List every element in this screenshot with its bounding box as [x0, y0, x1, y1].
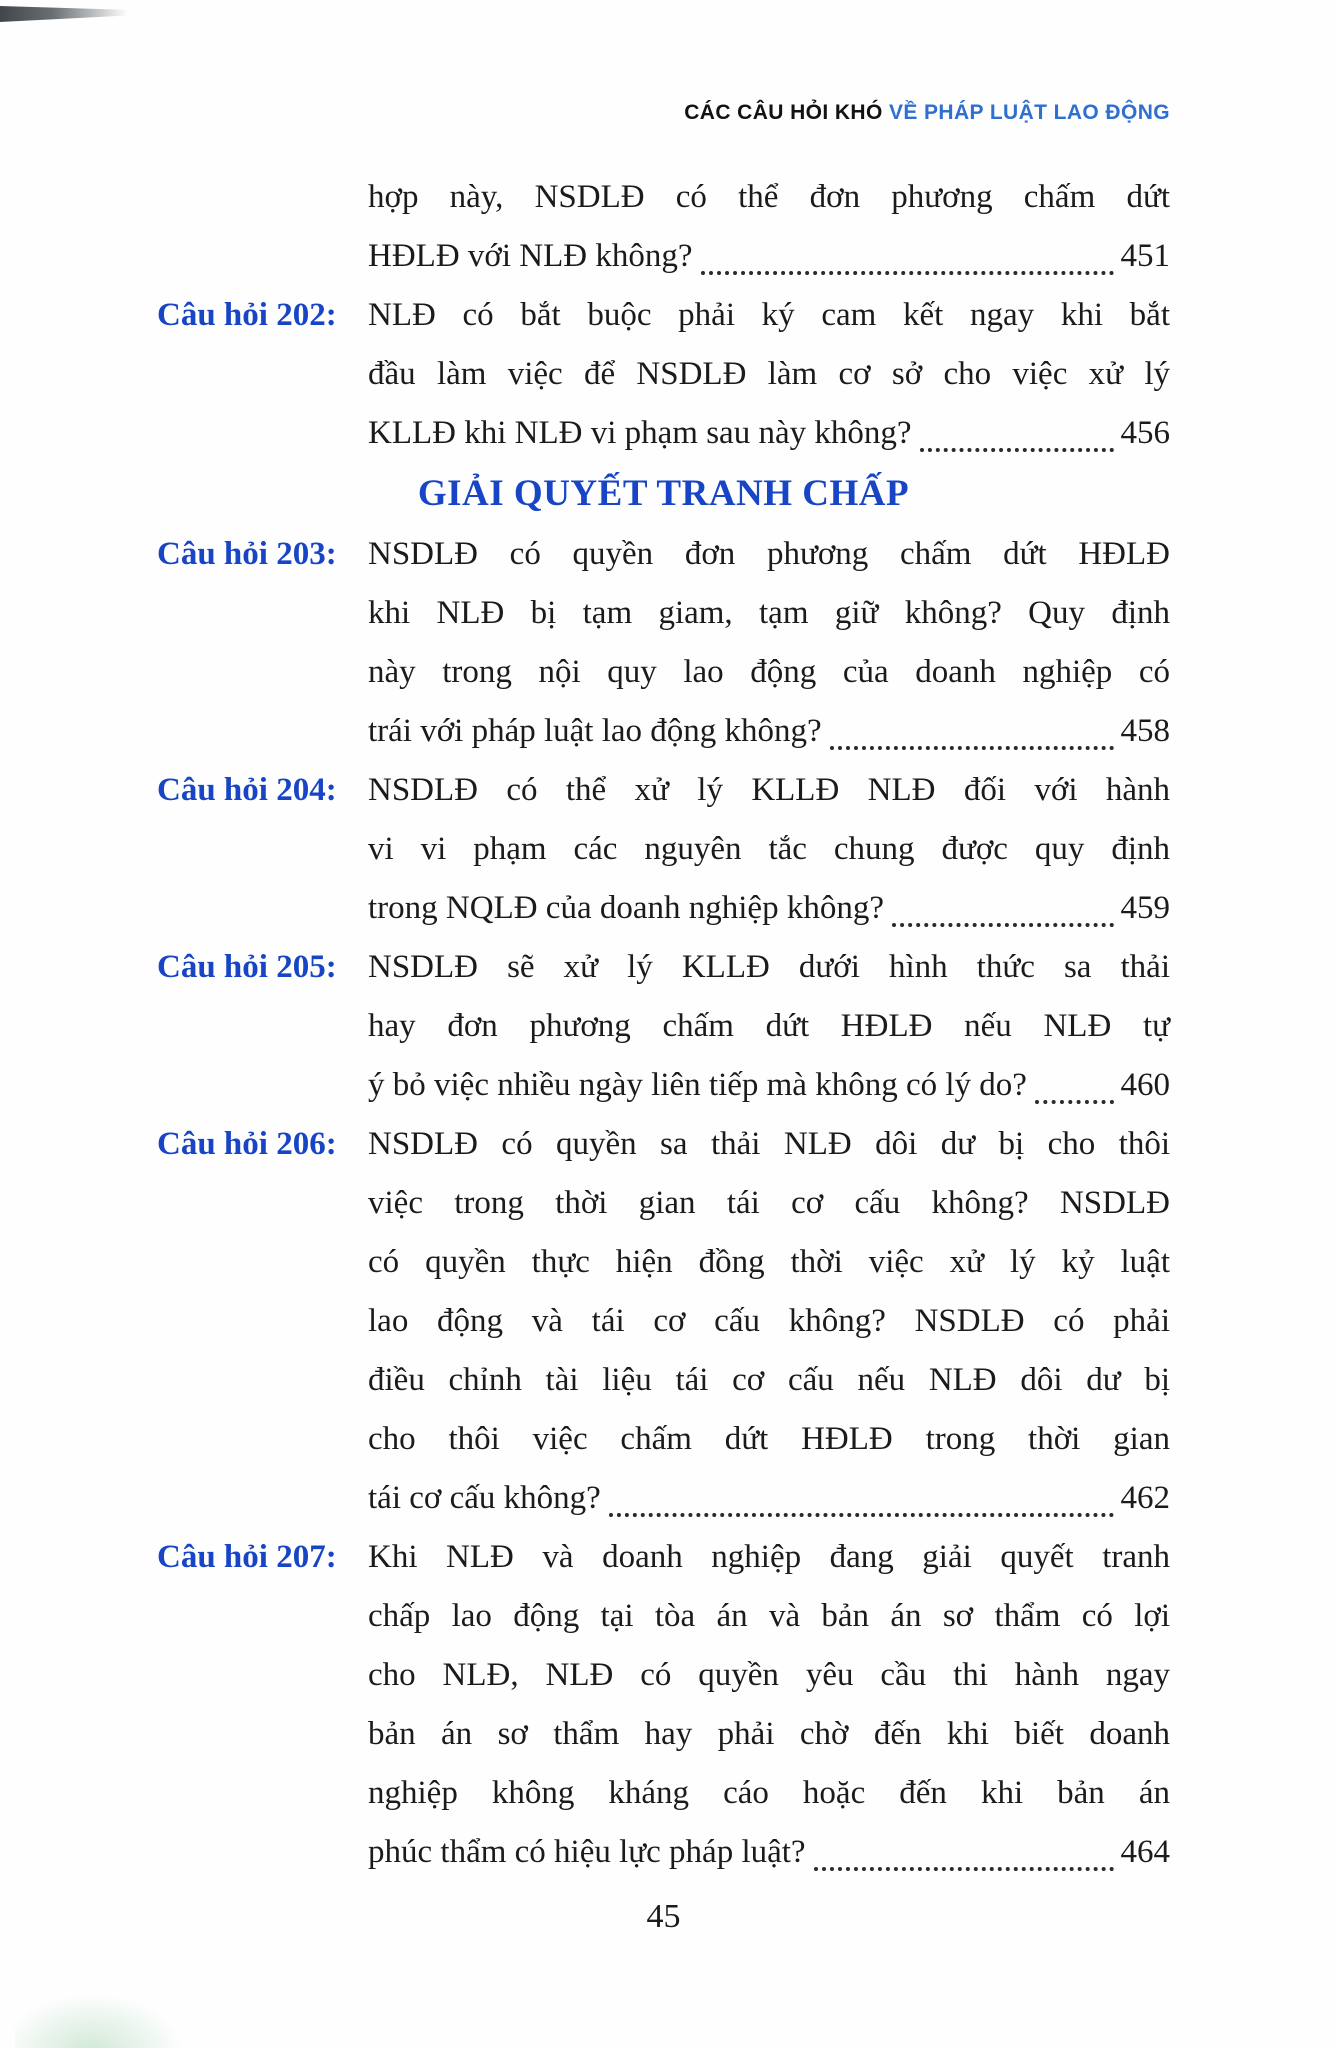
dot-leader: [814, 1867, 1114, 1871]
toc-entry: [157, 1115, 1170, 1528]
dot-leader: [609, 1513, 1114, 1517]
toc-line: hay đơn phương chấm dứt HĐLĐ nếu NLĐ tự: [368, 1008, 1170, 1044]
toc-line: hợp này, NSDLĐ có thể đơn phương chấm dứt: [368, 179, 1170, 215]
toc-line: trong NQLĐ của doanh nghiệp không?: [368, 890, 884, 926]
page-number: 45: [646, 1898, 681, 1935]
toc-line: HĐLĐ với NLĐ không?: [368, 238, 693, 274]
toc-entry-text: [368, 286, 1170, 463]
toc-line: NSDLĐ có thể xử lý KLLĐ NLĐ đối với hành: [368, 772, 1170, 808]
toc-entry-label: Câu hỏi 207:: [157, 1539, 337, 1575]
toc-line-with-leader: [368, 879, 1170, 938]
dot-leader: [830, 746, 1114, 750]
toc-line: nghiệp không kháng cáo hoặc đến khi bản án: [368, 1775, 1170, 1811]
toc-line-with-leader: [368, 1469, 1170, 1528]
toc-line: đầu làm việc để NSDLĐ làm cơ sở cho việc xử lý: [368, 356, 1170, 392]
toc-entry: [157, 286, 1170, 463]
page-ref: 464: [1120, 1834, 1170, 1870]
toc-entry-label: Câu hỏi 202:: [157, 297, 337, 333]
toc-line-with-leader: [368, 227, 1170, 286]
toc-line: NSDLĐ sẽ xử lý KLLĐ dưới hình thức sa thải: [368, 949, 1170, 985]
toc-line: NSDLĐ có quyền sa thải NLĐ dôi dư bị cho thôi: [368, 1126, 1170, 1162]
toc-entry-text: [368, 761, 1170, 938]
toc-line-with-leader: [368, 404, 1170, 463]
scan-smudge-bottom-left: [15, 1993, 185, 2048]
page-ref: 451: [1120, 238, 1170, 274]
toc-line: ý bỏ việc nhiều ngày liên tiếp mà không có lý do?: [368, 1067, 1027, 1103]
toc-entry-text: [368, 525, 1170, 761]
page-ref: 458: [1120, 713, 1170, 749]
toc-line: việc trong thời gian tái cơ cấu không? NSDLĐ: [368, 1185, 1170, 1221]
toc-entry-label: Câu hỏi 205:: [157, 949, 337, 985]
section-heading: GIẢI QUYẾT TRANH CHẤP: [417, 473, 910, 514]
toc-entry-label: Câu hỏi 204:: [157, 772, 337, 808]
toc-line: tái cơ cấu không?: [368, 1480, 601, 1516]
toc-line: vi vi phạm các nguyên tắc chung được quy định: [368, 831, 1170, 867]
dot-leader: [920, 448, 1114, 452]
toc-line: này trong nội quy lao động của doanh nghiệp có: [368, 654, 1170, 690]
running-header: [684, 101, 1170, 125]
toc-line-with-leader: [368, 1823, 1170, 1882]
dot-leader: [892, 923, 1114, 927]
page-ref: 459: [1120, 890, 1170, 926]
toc-line: điều chỉnh tài liệu tái cơ cấu nếu NLĐ dôi dư bị: [368, 1362, 1170, 1398]
toc-line: chấp lao động tại tòa án và bản án sơ thẩm có lợi: [368, 1598, 1170, 1634]
toc-line: NSDLĐ có quyền đơn phương chấm dứt HĐLĐ: [368, 536, 1170, 572]
toc-line: phúc thẩm có hiệu lực pháp luật?: [368, 1834, 806, 1870]
toc-line: bản án sơ thẩm hay phải chờ đến khi biết doanh: [368, 1716, 1170, 1752]
toc-entry: [157, 168, 1170, 286]
toc-line: cho NLĐ, NLĐ có quyền yêu cầu thi hành ngay: [368, 1657, 1170, 1693]
toc-line: có quyền thực hiện đồng thời việc xử lý kỷ luật: [368, 1244, 1170, 1280]
toc-line: cho thôi việc chấm dứt HĐLĐ trong thời gian: [368, 1421, 1170, 1457]
dot-leader: [701, 271, 1114, 275]
toc-line: Khi NLĐ và doanh nghiệp đang giải quyết tranh: [368, 1539, 1170, 1575]
toc-line: khi NLĐ bị tạm giam, tạm giữ không? Quy định: [368, 595, 1170, 631]
page-ref: 460: [1120, 1067, 1170, 1103]
page-ref: 456: [1120, 415, 1170, 451]
toc-line-with-leader: [368, 1056, 1170, 1115]
toc-entry: [157, 938, 1170, 1115]
toc-line: KLLĐ khi NLĐ vi phạm sau này không?: [368, 415, 912, 451]
toc-entry: [157, 1528, 1170, 1882]
dot-leader: [1035, 1100, 1114, 1104]
toc-entry: [157, 525, 1170, 761]
toc-line-with-leader: [368, 702, 1170, 761]
scan-artifact-top-left: [0, 6, 150, 22]
running-header-title: CÁC CÂU HỎI KHÓ: [684, 101, 883, 124]
toc-entry-text: [368, 168, 1170, 286]
toc-line: NLĐ có bắt buộc phải ký cam kết ngay khi bắt: [368, 297, 1170, 333]
toc-entry: [157, 761, 1170, 938]
toc-entry-text: [368, 938, 1170, 1115]
toc-line: lao động và tái cơ cấu không? NSDLĐ có phải: [368, 1303, 1170, 1339]
toc-entry-text: [368, 1528, 1170, 1882]
page-ref: 462: [1120, 1480, 1170, 1516]
table-of-contents: [157, 168, 1170, 1882]
toc-entry-label: Câu hỏi 203:: [157, 536, 337, 572]
running-header-subtitle: VỀ PHÁP LUẬT LAO ĐỘNG: [888, 101, 1170, 124]
toc-entry-text: [368, 1115, 1170, 1528]
toc-entry-label: Câu hỏi 206:: [157, 1126, 337, 1162]
toc-line: trái với pháp luật lao động không?: [368, 713, 822, 749]
